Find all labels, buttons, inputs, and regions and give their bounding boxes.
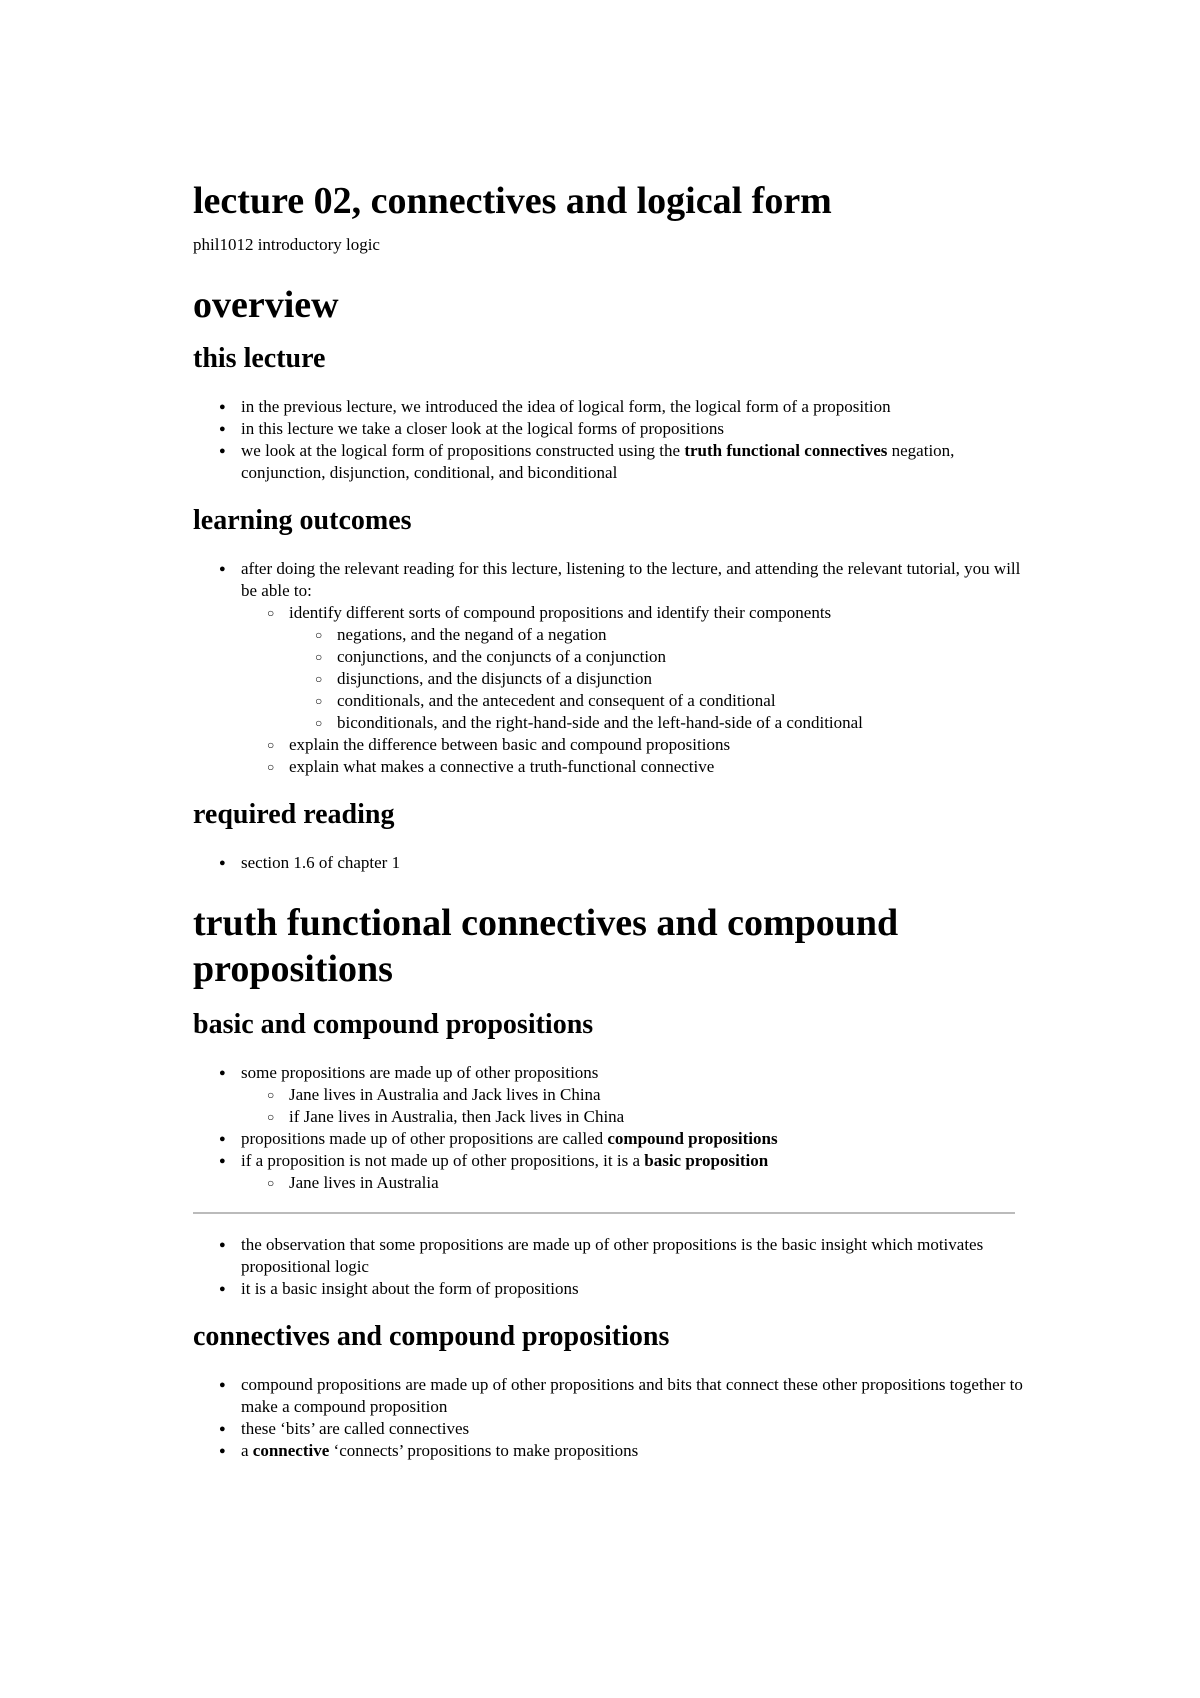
sub-list [241,1084,1023,1128]
list-item: ○ conjunctions, and the conjuncts of a conjunction [289,646,1023,668]
required-reading-heading: required reading [193,799,395,830]
list-item: ● it is a basic insight about the form of propositions [193,1278,1023,1300]
list-item: ● these ‘bits’ are called connectives [193,1418,1023,1440]
list-item [193,1128,1023,1150]
list-item [193,1062,1023,1128]
page-title: lecture 02, connectives and logical form [193,180,832,222]
item-text: identify different sorts of compound propositions and identify their components [289,603,832,622]
list-item: ○ biconditionals, and the right-hand-side and the left-hand-side of a conditional [289,712,1023,734]
list-item: ● the observation that some propositions are made up of other propositions is the basic insight which motivates propositional logic [193,1234,1023,1278]
slide-divider [193,1212,1015,1214]
list-item: ○ disjunctions, and the disjuncts of a disjunction [289,668,1023,690]
list-item: ○ negations, and the negand of a negation [289,624,1023,646]
item-text: we look at the logical form of propositions constructed using the [241,441,685,460]
sub-sub-list [289,624,1023,734]
list-item: ○ Jane lives in Australia [241,1172,1023,1194]
list-item: ● section 1.6 of chapter 1 [193,852,1023,874]
overview-heading: overview [193,284,339,326]
list-item: ● compound propositions are made up of other propositions and bits that connect these other propositions together to make a compound proposition [193,1374,1023,1418]
list-item: ○ explain the difference between basic and compound propositions [241,734,1023,756]
item-text: negation, conjunction, disjunction, conditional, and biconditional [241,441,955,482]
this-lecture-list [193,396,1023,484]
basic-insight-list [193,1234,1023,1300]
list-item: ● in this lecture we take a closer look at the logical forms of propositions [193,418,1023,440]
item-bold-term: basic proposition [644,1151,769,1170]
item-bold-term: connective [252,1441,330,1460]
item-bold-term: compound propositions [607,1129,778,1148]
list-item [241,602,1023,734]
item-text: some propositions are made up of other propositions [241,1063,599,1082]
list-item: ● in the previous lecture, we introduced the idea of logical form, the logical form of a proposition [193,396,1023,418]
required-reading-list [193,852,1023,874]
this-lecture-heading: this lecture [193,343,326,374]
item-text: after doing the relevant reading for this lecture, listening to the lecture, and attending the relevant tutorial, you will be able to: [241,559,1021,600]
list-item: ○ conditionals, and the antecedent and consequent of a conditional [289,690,1023,712]
item-text: ‘connects’ propositions to make propositions [329,1441,639,1460]
item-text: if a proposition is not made up of other propositions, it is a [241,1151,645,1170]
basic-compound-list [193,1062,1023,1194]
course-subtitle: phil1012 introductory logic [193,235,380,254]
list-item: ○ if Jane lives in Australia, then Jack lives in China [241,1106,1023,1128]
connectives-list [193,1374,1023,1462]
learning-outcomes-list [193,558,1023,778]
item-bold-term: truth functional connectives [684,441,888,460]
learning-outcomes-heading: learning outcomes [193,505,412,536]
item-text: a [241,1441,253,1460]
list-item [193,440,1023,484]
list-item [193,1150,1023,1194]
connectives-heading: connectives and compound propositions [193,1321,670,1352]
sub-list [241,1172,1023,1194]
list-item: ○ Jane lives in Australia and Jack lives in China [241,1084,1023,1106]
basic-compound-heading: basic and compound propositions [193,1009,594,1040]
sub-list [241,602,1023,778]
item-text: propositions made up of other propositions are called [241,1129,608,1148]
document-page [193,178,1023,1462]
tfc-heading: truth functional connectives and compound propositions [193,902,899,990]
list-item: ○ explain what makes a connective a truth-functional connective [241,756,1023,778]
list-item [193,558,1023,778]
list-item [193,1440,1023,1462]
